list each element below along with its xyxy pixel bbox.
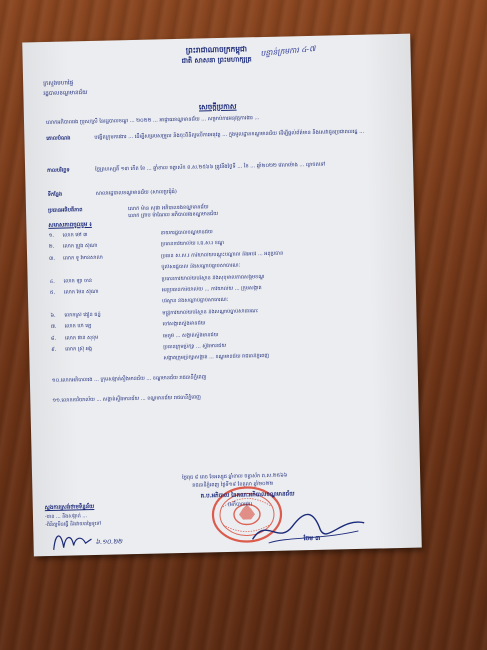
member-name: លោក ម៉ៅ ៣ xyxy=(62,232,88,239)
members-list xyxy=(49,225,396,369)
chair-line: លោក ព្រាប ម៉ាណែល អភិបាលរងខណ្ឌមានជ័យ xyxy=(128,211,219,220)
field-label: ទីកន្លែង xyxy=(47,191,63,198)
member-number: ៩. xyxy=(51,346,57,353)
member-role: មេភូមិ ... សង្កាត់ស្ទឹងមានជ័យ xyxy=(162,331,219,339)
members-heading: សមាសភាពចូលរួម ៖ xyxy=(48,221,92,229)
field-value: សាលារដ្ឋបាលខណ្ឌមានជ័យ (សាលប្រជុំធំ) xyxy=(95,188,177,197)
member-number: ១. xyxy=(48,232,55,239)
member-number: ៨. xyxy=(50,335,57,342)
member-number: ២. xyxy=(48,244,55,251)
member-role: ប្រធាន ស.ស.រ ការិយាល័យបណ្តុះបណ្តាល និងអប់រំ ... អនុប្រធាន xyxy=(161,250,284,260)
field-label: កាលបរិច្ឆេទ xyxy=(47,167,70,174)
handwritten-date: ៦.១០.២២ xyxy=(95,538,123,546)
member-number: ៦. xyxy=(50,312,56,319)
document-page xyxy=(22,34,422,557)
member-name: លោក ស្រ៊ុ អង្គ xyxy=(65,345,93,353)
member-name: លោក ប្រូង ស៊ីណា xyxy=(62,243,98,250)
member-name: លោក ឃាំ ឡេ xyxy=(64,323,92,330)
member-role: បរិស្ថាន និងសណ្តាប់ធ្នាប់សាធារណៈ xyxy=(162,297,229,305)
note-paragraph: ១១.លោកការិយាល័យ ... សង្កាត់ស្ទឹងមានជ័យ ... ខណ្ឌមានជ័យ រាជធានីភ្នំពេញ xyxy=(52,394,201,404)
member-role: ប៉ូលិសរដ្ឋបាល និងសណ្តាប់ធ្នាប់សាធារណៈ xyxy=(161,262,241,271)
member-name: លោក ឡា ចាន់ xyxy=(63,277,93,285)
member-role: មន្ត្រីការិយាល័យបរិស្ថាន និងសណ្តាប់ធ្នាប់សាធារណៈ xyxy=(162,307,259,317)
member-number: ៥. xyxy=(49,289,56,296)
member-role: ប្រធានការិយាល័យ រ.ធ.ស.រ ខណ្ឌ xyxy=(160,240,225,248)
lunar-date: ថ្ងៃពុធ ៨ រោច ខែអស្សុជ ឆ្នាំខាល ចត្វាស័ក ព.ស.២៥៦៦ xyxy=(182,472,288,481)
chair-label: ប្រធានអធិបតីភាព xyxy=(47,207,83,214)
signature xyxy=(248,507,369,550)
kingdom-heading: ព្រះរាជាណាចក្រកម្ពុជា xyxy=(185,44,248,55)
member-role: អនុប្រធានការិយាល័យ ... ការិយាល័យ ... ក្រុមសង្កាត់ xyxy=(161,285,262,294)
left-block-title: ស្នងការស្រង់ថាមទិន្នន័យ xyxy=(44,503,95,512)
member-role: ប្រធានការិយាល័យបរិស្ថាន និងសុខុមាលភាពសង្គមខណ្ឌ xyxy=(161,273,265,282)
member-role: នាយករដ្ឋបាលខណ្ឌមានជ័យ xyxy=(160,229,213,237)
ministry-label: ក្រសួងមហាផ្ទៃ xyxy=(43,80,74,88)
initials-signature xyxy=(47,527,96,554)
member-name: លោក ផាន់ សុខុម xyxy=(64,334,99,342)
location-field xyxy=(48,184,390,202)
note-paragraph: ១០.លោកអភិបាលរង ... ក្រុមសង្កាត់ស្ទឹងមានជ័យ ... ខណ្ឌមានជ័យ រាជធានីភ្នំពេញ xyxy=(51,374,207,384)
left-block-line: -ពិនិត្យមិនធ្វើ និងវាយតម្លៃទូទៅ xyxy=(45,520,102,529)
member-number: ៧. xyxy=(50,323,57,331)
chair-section xyxy=(47,200,390,220)
field-value: បង្កើតក្រុមការងារ ... ដើម្បីសម្របសម្រួល និងចុះពិនិត្យលើការអនុវត្ត ... ក្នុងមូលដ្ឋានខណ្ឌមានជ័យ ដើម្បីផ្តល់ព័ត៌មាន និងសេវាជូនប្រជាពលរដ្ឋ ... xyxy=(94,128,365,141)
office-label: រដ្ឋបាលខណ្ឌមានជ័យ xyxy=(43,90,88,97)
signatory-name: ចែម ៣ xyxy=(303,534,321,543)
left-block-line: -បាន ... និងសង្កាត់ ... xyxy=(44,513,88,521)
purpose-field xyxy=(46,128,389,166)
field-value: ថ្ងៃព្រហស្បតិ៍ ១៣ កើត ខែ ... ឆ្នាំខាល ចត្វាស័ក ព.ស.២៥៦៦ ត្រូវនឹងថ្ងៃទី ... ខែ ... ឆ្នាំ២០២២ វេលាម៉ោង ... ល្ងាចតទៅ xyxy=(95,161,326,173)
member-role: ចៅសង្កាត់ស្ទឹងមានជ័យ xyxy=(162,320,206,328)
signatory-title: ត.ប.អភិបាល នៃគណៈអភិបាលខណ្ឌមានជ័យ xyxy=(200,491,295,500)
handwritten-note: បន្ទាន់ក្រមការ ៤-៧ xyxy=(260,43,316,58)
member-number: ៤. xyxy=(49,278,55,285)
signatory-subtitle: (អភិបាលរង) xyxy=(227,501,253,508)
national-motto: ជាតិ សាសនា ព្រះមហាក្សត្រ xyxy=(181,55,252,65)
member-role: ប្រធានក្រុមប្រឹក្សា ... ស្ទឹងមានជ័យ xyxy=(163,342,227,351)
member-number: ៣. xyxy=(49,255,56,262)
chair-line: លោក ម៉ាន សុផា អភិបាលរងខណ្ឌមានជ័យ xyxy=(127,204,209,213)
member-name: លោក ទូ វិមានសាលា xyxy=(63,254,103,262)
field-label: គោលបំណង xyxy=(46,135,71,142)
solar-date: រាជធានីភ្នំពេញ ថ្ងៃទី១៩ ខែតុលា ឆ្នាំ២០២២ xyxy=(192,480,274,489)
document-title: សេចក្តីប្រកាស xyxy=(198,101,237,112)
intro-paragraph: លោកអភិបាលរង ប្រុស/ស្រី នៃរដ្ឋបាលខណ្ឌ ... ២០២២ ... អាជ្ញាធរខណ្ឌមានជ័យ ... សម្រាប់ការអនុវត្តការងារ ... xyxy=(45,115,260,126)
member-name: លោក ម៉ែន ស៊ីណា xyxy=(63,288,99,296)
member-role: សង្កាត់ក្រុមប្រឹក្សាសង្កាត់ ... ខណ្ឌមានជ័យ រាជធានីភ្នំពេញ xyxy=(163,353,270,362)
member-name: លោកស្រី ងៀន ធន្វី xyxy=(64,311,101,319)
